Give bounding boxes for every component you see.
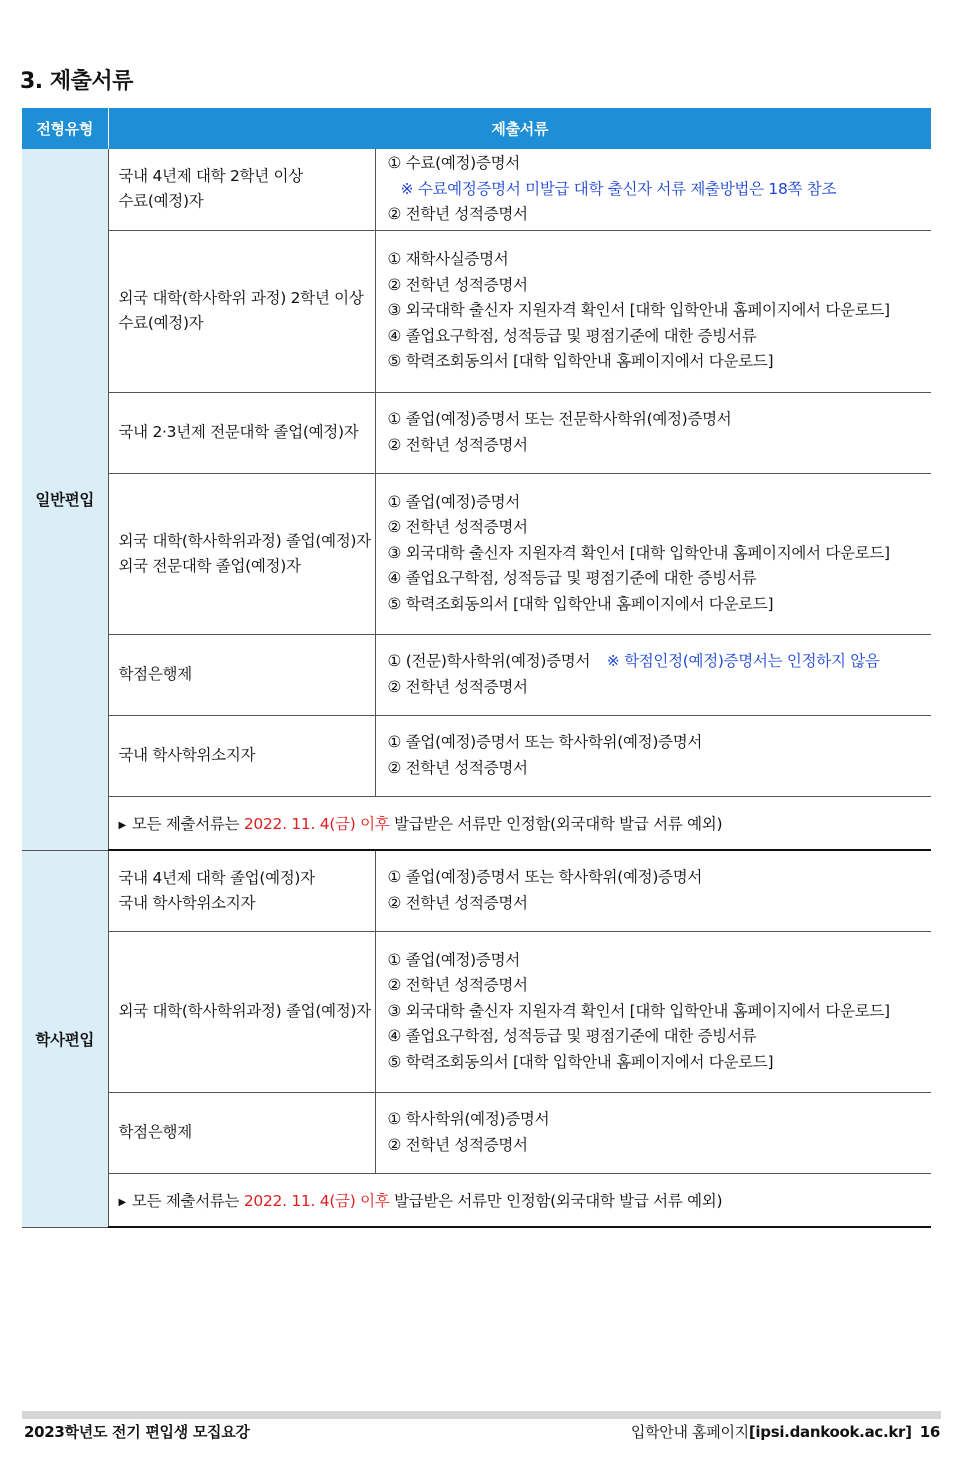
qualification-cell bbox=[108, 392, 375, 473]
document-item: ③ 외국대학 출신자 지원자격 확인서 [대학 입학안내 홈페이지에서 다운로드] bbox=[387, 543, 890, 562]
document-item: ② 전학년 성적증명서 bbox=[387, 205, 528, 223]
document-note: ※ 학점인정(예정)증명서는 인정하지 않음 bbox=[606, 652, 880, 670]
table-row bbox=[22, 715, 931, 796]
notice-date: 2022. 11. 4(금) 이후 bbox=[243, 1191, 390, 1210]
document-item: ① (전문)학사학위(예정)증명서 bbox=[387, 652, 591, 670]
category-bachelor: 학사편입 bbox=[22, 850, 108, 1227]
notice-text: 발급받은 서류만 인정함(외국대학 발급 서류 예외) bbox=[394, 1191, 723, 1210]
triangle-marker-icon: ▶ bbox=[118, 819, 126, 831]
table-row bbox=[22, 1092, 931, 1173]
notice-text: 모든 제출서류는 bbox=[131, 1191, 240, 1210]
qualification-cell bbox=[108, 230, 375, 392]
qualification-cell bbox=[108, 149, 375, 230]
document-item: ② 전학년 성적증명서 bbox=[387, 1135, 528, 1154]
documents-cell bbox=[375, 230, 931, 392]
qualification-text: 국내 2·3년제 전문대학 졸업(예정)자 bbox=[118, 423, 359, 441]
qualification-cell bbox=[108, 715, 375, 796]
document-item: ① 수료(예정)증명서 bbox=[387, 154, 520, 172]
document-item: ② 전학년 성적증명서 bbox=[387, 976, 528, 995]
qualification-text: 국내 4년제 대학 2학년 이상 bbox=[118, 167, 303, 186]
footer-site bbox=[631, 1421, 940, 1442]
footer-site-label: 입학안내 홈페이지 bbox=[630, 1423, 749, 1441]
table-row bbox=[22, 931, 931, 1092]
table-row bbox=[22, 149, 931, 230]
qualification-text: 국내 학사학위소지자 bbox=[118, 893, 256, 912]
footer-title: 2023학년도 전기 편입생 모집요강 bbox=[24, 1423, 250, 1441]
document-item: ③ 외국대학 출신자 지원자격 확인서 [대학 입학안내 홈페이지에서 다운로드] bbox=[387, 301, 890, 320]
qualification-cell bbox=[108, 850, 375, 931]
documents-cell bbox=[375, 715, 931, 796]
notice-row bbox=[22, 796, 931, 850]
notice-text: 발급받은 서류만 인정함(외국대학 발급 서류 예외) bbox=[394, 814, 723, 833]
documents-cell bbox=[375, 392, 931, 473]
qualification-text: 외국 대학(학사학위과정) 졸업(예정)자 bbox=[118, 531, 371, 550]
header-type: 전형유형 bbox=[22, 108, 108, 149]
document-item: ① 졸업(예정)증명서 또는 학사학위(예정)증명서 bbox=[387, 868, 703, 887]
document-item: ⑤ 학력조회동의서 [대학 입학안내 홈페이지에서 다운로드] bbox=[387, 1052, 774, 1071]
qualification-cell bbox=[108, 1092, 375, 1173]
document-item: ② 전학년 성적증명서 bbox=[387, 435, 528, 454]
qualification-cell bbox=[108, 473, 375, 634]
document-item: ④ 졸업요구학점, 성적등급 및 평점기준에 대한 증빙서류 bbox=[387, 326, 757, 345]
documents-cell bbox=[375, 931, 931, 1092]
document-item: ① 졸업(예정)증명서 또는 전문학사학위(예정)증명서 bbox=[387, 410, 732, 428]
qualification-text: 외국 대학(학사학위 과정) 2학년 이상 bbox=[118, 289, 364, 307]
footer-divider bbox=[22, 1411, 941, 1419]
document-item: ① 학사학위(예정)증명서 bbox=[387, 1110, 550, 1128]
table-header-row bbox=[22, 108, 931, 149]
qualification-text: 외국 대학(학사학위과정) 졸업(예정)자 bbox=[118, 1002, 371, 1020]
notice-text: 모든 제출서류는 bbox=[131, 814, 240, 833]
documents-cell bbox=[375, 1092, 931, 1173]
qualification-text: 학점은행제 bbox=[118, 665, 192, 683]
document-item: ⑤ 학력조회동의서 [대학 입학안내 홈페이지에서 다운로드] bbox=[387, 352, 774, 371]
qualification-cell bbox=[108, 931, 375, 1092]
table-row bbox=[22, 850, 931, 931]
table-row bbox=[22, 473, 931, 634]
document-item: ① 졸업(예정)증명서 또는 학사학위(예정)증명서 bbox=[387, 733, 703, 751]
notice-date: 2022. 11. 4(금) 이후 bbox=[243, 814, 390, 833]
document-item: ① 재학사실증명서 bbox=[387, 250, 509, 269]
documents-cell bbox=[375, 634, 931, 715]
notice-cell bbox=[108, 796, 931, 850]
qualification-text: 국내 학사학위소지자 bbox=[118, 746, 256, 764]
documents-cell bbox=[375, 850, 931, 931]
documents-cell bbox=[375, 149, 931, 230]
table-row bbox=[22, 634, 931, 715]
qualification-cell bbox=[108, 634, 375, 715]
page-number: 16 bbox=[919, 1423, 940, 1441]
header-docs: 제출서류 bbox=[108, 108, 931, 149]
document-item: ① 졸업(예정)증명서 bbox=[387, 492, 520, 511]
document-item: ④ 졸업요구학점, 성적등급 및 평점기준에 대한 증빙서류 bbox=[387, 1027, 757, 1046]
document-item: ④ 졸업요구학점, 성적등급 및 평점기준에 대한 증빙서류 bbox=[387, 569, 757, 588]
notice-cell bbox=[108, 1173, 931, 1227]
document-note: ※ 수료예정증명서 미발급 대학 출신자 서류 제출방법은 18쪽 참조 bbox=[400, 179, 837, 198]
document-item: ① 졸업(예정)증명서 bbox=[387, 950, 520, 969]
triangle-marker-icon: ▶ bbox=[118, 1196, 126, 1208]
document-item: ⑤ 학력조회동의서 [대학 입학안내 홈페이지에서 다운로드] bbox=[387, 594, 774, 613]
notice-row bbox=[22, 1173, 931, 1227]
footer-site-url[interactable]: [ipsi.dankook.ac.kr] bbox=[748, 1423, 912, 1441]
document-item: ② 전학년 성적증명서 bbox=[387, 758, 528, 777]
qualification-text: 수료(예정)자 bbox=[118, 314, 204, 332]
document-item: ② 전학년 성적증명서 bbox=[387, 275, 528, 294]
qualification-text: 수료(예정)자 bbox=[118, 192, 204, 211]
qualification-text: 학점은행제 bbox=[118, 1123, 192, 1141]
qualification-text: 외국 전문대학 졸업(예정)자 bbox=[118, 556, 301, 575]
qualification-text: 국내 4년제 대학 졸업(예정)자 bbox=[118, 868, 315, 887]
table-row bbox=[22, 392, 931, 473]
documents-cell bbox=[375, 473, 931, 634]
document-item: ③ 외국대학 출신자 지원자격 확인서 [대학 입학안내 홈페이지에서 다운로드] bbox=[387, 1001, 890, 1020]
document-item: ② 전학년 성적증명서 bbox=[387, 893, 528, 912]
category-general: 일반편입 bbox=[22, 149, 108, 850]
table-row bbox=[22, 230, 931, 392]
document-item: ② 전학년 성적증명서 bbox=[387, 518, 528, 537]
document-item: ② 전학년 성적증명서 bbox=[387, 677, 528, 696]
section-title: 3. 제출서류 bbox=[20, 69, 133, 94]
documents-table bbox=[22, 108, 931, 1228]
